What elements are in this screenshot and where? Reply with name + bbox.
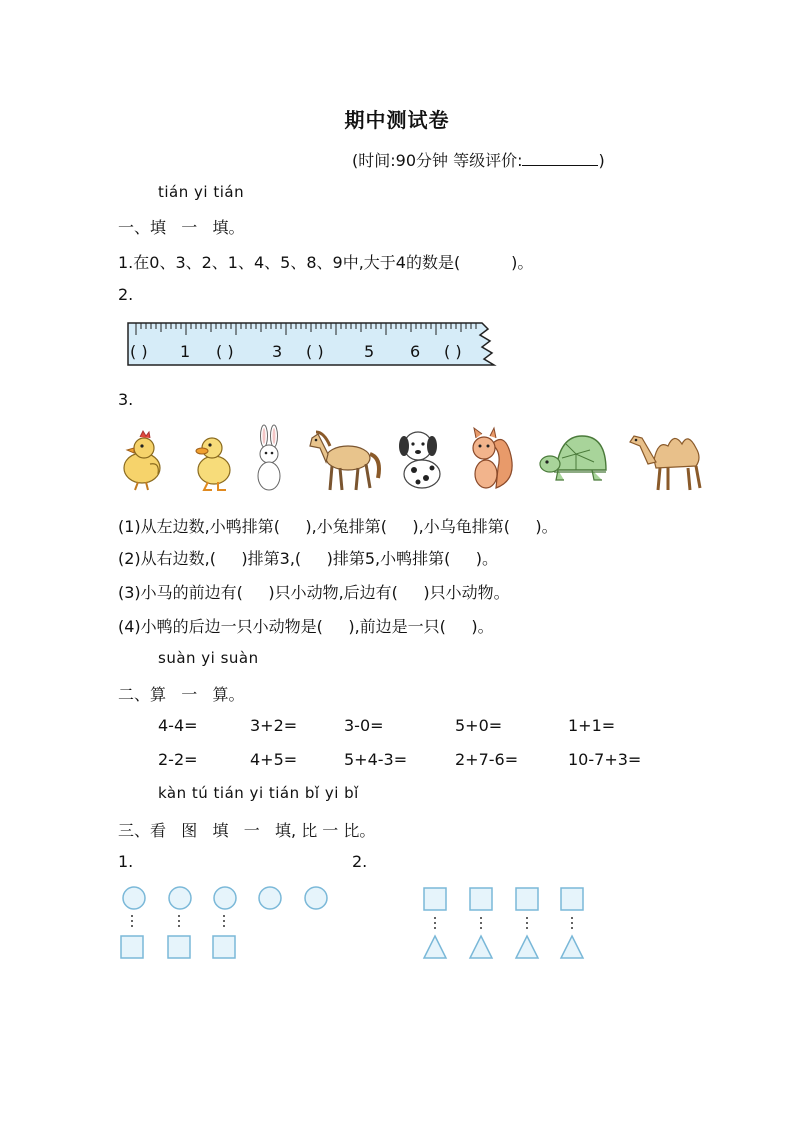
calc-item: 4-4= [158, 716, 198, 735]
section1-heading: 一、填 一 填。 [118, 218, 245, 237]
rabbit-icon [252, 424, 288, 494]
section2-pinyin: suàn yi suàn [158, 649, 259, 667]
ruler-label-4: ( ) [306, 342, 324, 361]
square-shape [561, 888, 583, 910]
circle-shape [305, 887, 327, 909]
calc-item: 2+7-6= [455, 750, 519, 769]
calc-item: 5+4-3= [344, 750, 408, 769]
ruler-label-7: ( ) [444, 342, 462, 361]
turtle-icon [536, 424, 608, 494]
question-1-1: 1.在0、3、2、1、4、5、8、9中,大于4的数是( )。 [118, 253, 534, 272]
camel-icon [626, 424, 714, 494]
circles-squares-figure [112, 880, 352, 966]
page-title: 期中测试卷 [344, 108, 450, 132]
question-1-2-label: 2. [118, 285, 134, 304]
squirrel-icon [466, 424, 516, 494]
ruler-label-5: 5 [364, 342, 375, 361]
square-shape [213, 936, 235, 958]
question-1-3-label: 3. [118, 390, 134, 409]
ruler-label-1: 1 [180, 342, 191, 361]
question-1-3-1: (1)从左边数,小鸭排第( ),小兔排第( ),小乌龟排第( )。 [118, 517, 558, 536]
calc-item: 5+0= [455, 716, 503, 735]
calc-item: 4+5= [250, 750, 298, 769]
duck-icon [190, 424, 236, 494]
calc-item: 3+2= [250, 716, 298, 735]
square-shape [168, 936, 190, 958]
calc-item: 1+1= [568, 716, 616, 735]
square-shape [470, 888, 492, 910]
square-shape [121, 936, 143, 958]
dalmatian-icon [394, 424, 452, 494]
section3-pinyin: kàn tú tián yi tián bǐ yi bǐ [158, 784, 359, 802]
ruler-label-3: 3 [272, 342, 283, 361]
exam-info-prefix: (时间:90分钟 等级评价: [352, 151, 523, 170]
calc-item: 10-7+3= [568, 750, 642, 769]
question-3-1-label: 1. [118, 852, 134, 871]
section3-heading: 三、看 图 填 一 填, 比 一 比。 [118, 821, 376, 840]
ruler-label-2: ( ) [216, 342, 234, 361]
squares-triangles-figure [414, 880, 604, 966]
circle-shape [214, 887, 236, 909]
grade-blank[interactable] [522, 151, 598, 166]
circle-shape [169, 887, 191, 909]
question-1-3-2: (2)从右边数,( )排第3,( )排第5,小鸭排第( )。 [118, 549, 499, 568]
horse-icon [306, 424, 384, 494]
exam-info-suffix: ) [598, 151, 605, 170]
chicken-icon [116, 424, 166, 494]
triangle-shape [561, 936, 583, 958]
calc-item: 2-2= [158, 750, 198, 769]
section1-pinyin: tián yi tián [158, 183, 245, 201]
triangle-shape [516, 936, 538, 958]
question-1-3-4: (4)小鸭的后边一只小动物是( ),前边是一只( )。 [118, 617, 494, 636]
circle-shape [259, 887, 281, 909]
section2-heading: 二、算 一 算。 [118, 685, 245, 704]
ruler-label-0: ( ) [130, 342, 148, 361]
circle-shape [123, 887, 145, 909]
calc-item: 3-0= [344, 716, 384, 735]
question-3-2-label: 2. [352, 852, 368, 871]
exam-info [352, 148, 605, 171]
square-shape [516, 888, 538, 910]
ruler-figure [126, 321, 500, 369]
triangle-shape [470, 936, 492, 958]
triangle-shape [424, 936, 446, 958]
square-shape [424, 888, 446, 910]
ruler-label-6: 6 [410, 342, 421, 361]
question-1-3-3: (3)小马的前边有( )只小动物,后边有( )只小动物。 [118, 583, 510, 602]
